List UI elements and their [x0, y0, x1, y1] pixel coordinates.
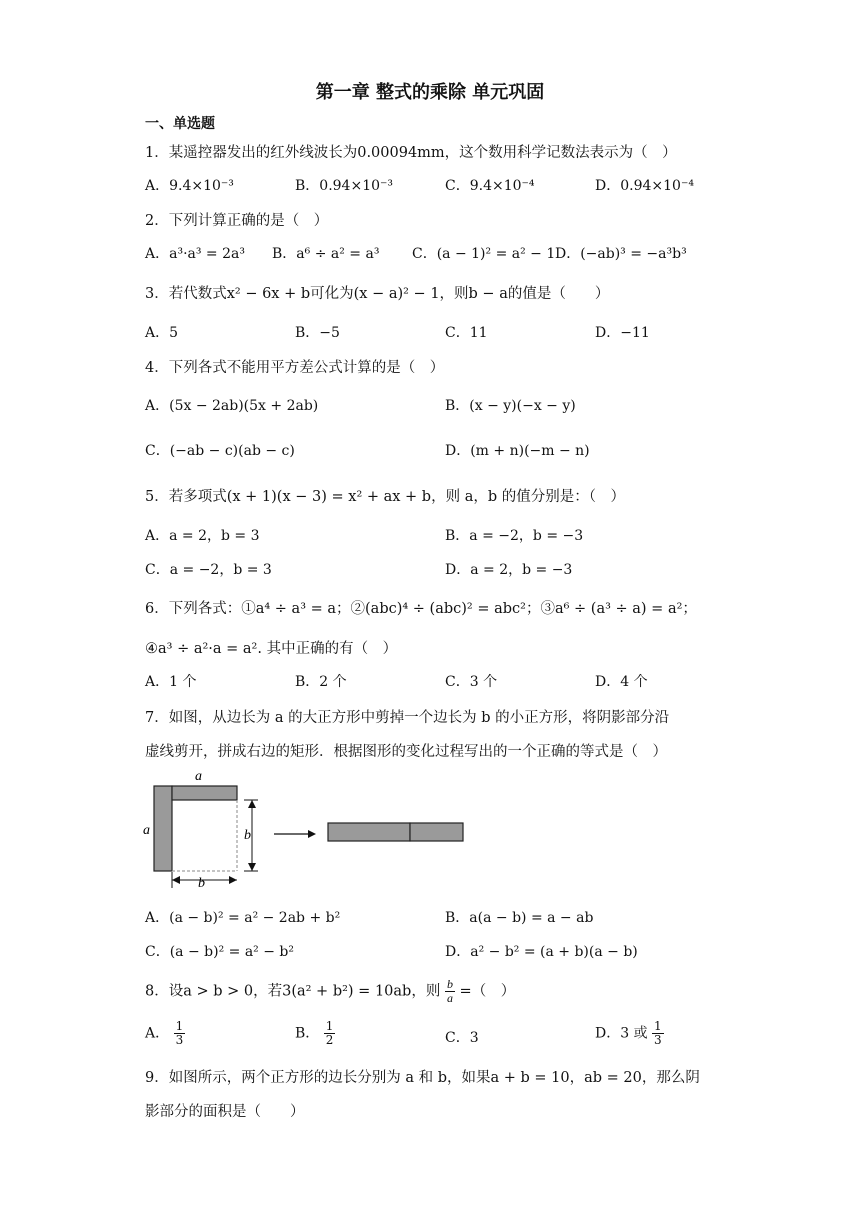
q4-stem: 4．下列各式不能用平方差公式计算的是（ ） [145, 360, 445, 376]
q3-option-b: B．−5 [295, 325, 340, 341]
q8-d-label: D．3 或 [595, 1025, 648, 1042]
q8-option-a [145, 1020, 185, 1047]
q6-option-d: D．4 个 [595, 674, 648, 690]
q9-stem-line2: 影部分的面积是（ ） [145, 1104, 305, 1120]
q3-option-c: C．11 [445, 325, 488, 341]
q5-option-d: D．a = 2，b = −3 [445, 562, 573, 578]
q7-option-a: A．(a − b)² = a² − 2ab + b² [145, 910, 341, 926]
q7-stem-line2: 虚线剪开，拼成右边的矩形．根据图形的变化过程写出的一个正确的等式是（ ） [145, 744, 667, 760]
q8-a-fraction [174, 1020, 186, 1047]
q8-b-label: B． [295, 1025, 320, 1042]
q8-b-fraction [324, 1020, 336, 1047]
q8-frac-den: a [446, 991, 453, 1005]
q5-option-a: A．a = 2，b = 3 [145, 528, 260, 544]
q2-option-a: A．a³·a³ = 2a³ [145, 246, 245, 262]
q8-option-b [295, 1020, 335, 1047]
q1-option-a: A．9.4×10⁻³ [145, 178, 234, 194]
q4-option-c: C．(−ab − c)(ab − c) [145, 443, 295, 459]
q1-option-d: D．0.94×10⁻⁴ [595, 178, 694, 194]
q1-option-b: B．0.94×10⁻³ [295, 178, 394, 194]
q6-stem-line2: ④a³ ÷ a²·a = a². 其中正确的有（ ） [145, 641, 398, 657]
q7-option-d: D．a² − b² = (a + b)(a − b) [445, 944, 638, 960]
q8-stem-post: =（ ） [459, 983, 516, 1000]
q8-frac-num: b [446, 977, 453, 991]
q4-option-b: B．(x − y)(−x − y) [445, 398, 576, 414]
q8-option-c: C．3 [445, 1030, 479, 1046]
q6-stem: 6．下列各式：①a⁴ ÷ a³ = a；②(abc)⁴ ÷ (abc)² = abc²；③a⁶ ÷ (a³ ÷ a) = a²； [145, 601, 697, 617]
q8-stem [145, 978, 515, 1005]
q8-d-den: 3 [654, 1033, 662, 1047]
label-a-top: a [195, 769, 202, 784]
q8-b-num: 1 [325, 1019, 334, 1033]
q5-option-c: C．a = −2，b = 3 [145, 562, 272, 578]
q6-option-c: C．3 个 [445, 674, 498, 690]
q7-option-c: C．(a − b)² = a² − b² [145, 944, 294, 960]
label-a-left: a [143, 823, 150, 838]
q6-option-b: B．2 个 [295, 674, 347, 690]
q7-figure [140, 766, 470, 891]
q2-option-b: B．a⁶ ÷ a² = a³ [272, 246, 380, 262]
section-heading: 一、单选题 [145, 116, 215, 132]
q8-fraction [445, 978, 455, 1005]
result-rect-right [410, 823, 463, 841]
q4-option-d: D．(m + n)(−m − n) [445, 443, 590, 459]
shaded-top-strip [172, 786, 237, 800]
q8-d-fraction [652, 1020, 664, 1047]
q8-d-num: 1 [654, 1019, 662, 1033]
shaded-left-strip [154, 786, 172, 871]
q2-option-d: D．(−ab)³ = −a³b³ [555, 246, 687, 262]
q4-option-a: A．(5x − 2ab)(5x + 2ab) [145, 398, 319, 414]
q8-option-d [595, 1020, 664, 1047]
q8-a-den: 3 [175, 1033, 184, 1047]
q8-a-num: 1 [175, 1019, 184, 1033]
q3-option-d: D．−11 [595, 325, 650, 341]
q1-option-c: C．9.4×10⁻⁴ [445, 178, 535, 194]
q5-option-b: B．a = −2，b = −3 [445, 528, 584, 544]
q1-stem: 1．某遥控器发出的红外线波长为0.00094mm，这个数用科学记数法表示为（ ） [145, 145, 677, 161]
q9-stem: 9．如图所示，两个正方形的边长分别为 a 和 b，如果a + b = 10，ab = 20，那么阴 [145, 1070, 700, 1086]
q2-option-c: C．(a − 1)² = a² − 1 [412, 246, 556, 262]
q3-stem: 3．若代数式x² − 6x + b可化为(x − a)² − 1，则b − a的值是（ ） [145, 286, 610, 302]
q7-option-b: B．a(a − b) = a − ab [445, 910, 594, 926]
q8-stem-pre: 8．设a > b > 0，若3(a² + b²) = 10ab，则 [145, 983, 441, 1000]
q8-a-label: A． [145, 1025, 170, 1042]
q5-stem: 5．若多项式(x + 1)(x − 3) = x² + ax + b，则 a，b 的值分别是：（ ） [145, 489, 625, 505]
result-rect-left [328, 823, 410, 841]
q2-stem: 2．下列计算正确的是（ ） [145, 213, 329, 229]
label-b-right: b [244, 828, 251, 843]
q8-b-den: 2 [325, 1033, 334, 1047]
q7-stem: 7．如图，从边长为 a 的大正方形中剪掉一个边长为 b 的小正方形，将阴影部分沿 [145, 710, 670, 726]
q3-option-a: A．5 [145, 325, 179, 341]
q6-option-a: A．1 个 [145, 674, 197, 690]
page-title: 第一章 整式的乘除 单元巩固 [315, 82, 545, 103]
label-b-bottom: b [198, 876, 205, 891]
